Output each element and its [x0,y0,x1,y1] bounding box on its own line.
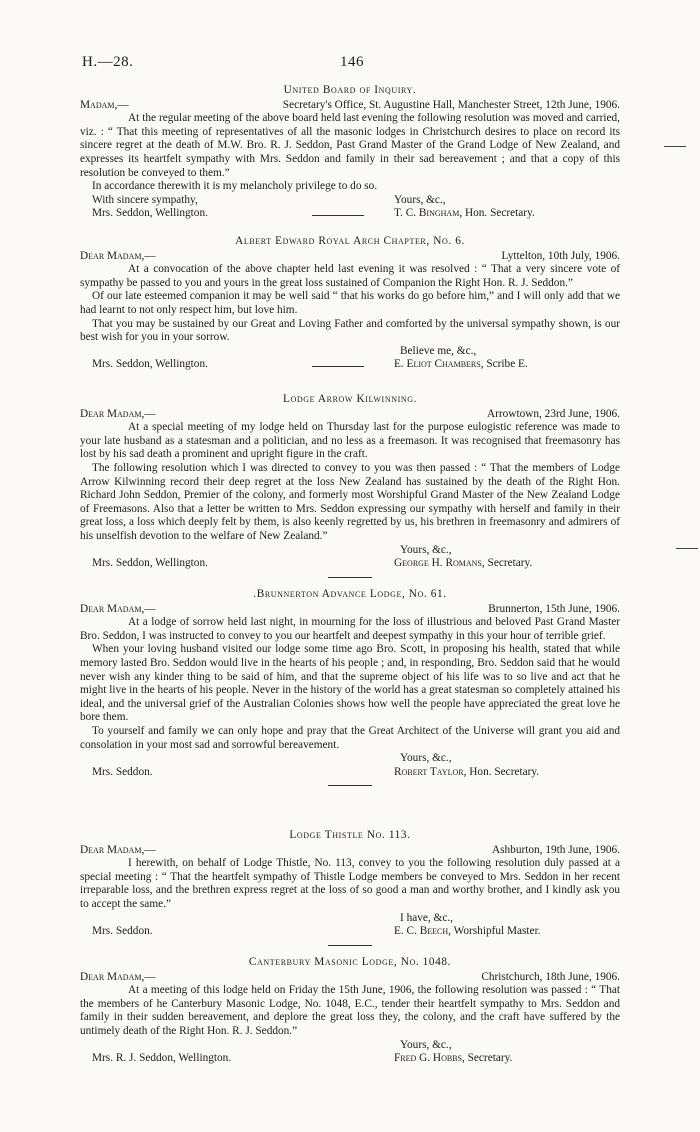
place-date: Christchurch, 18th June, 1906. [481,970,620,983]
recipient: Mrs. Seddon. [92,765,153,778]
paragraph: At a special meeting of my lodge held on Thursday last for the purpose eulogistic reference was made to your late husband as a statesman and a politician, and no less as a freemason. It was recognised that freemasonry has lost by his sad death a prominent and upright figure in the craft. [80,421,620,461]
paragraph: The following resolution which I was directed to convey to you was then passed : “ That the members of Lodge Arrow Kilwinning record their deep regret at the loss New Zealand has sustained by the death of the Right Hon. Richard John Seddon, Premier of the colony, and formerly most Worshipful Grand Master of the New Zealand Lodge of Freemasons. Also that a letter be written to Mrs. Seddon expressing our sympathy with herself and family in their great loss, a loss which deeply felt by them, is also keenly regretted by us, his brethren in freemasonry and admirers of his unselfish devotion to the welfare of New Zealand.” [80,461,620,542]
letter-opening [80,844,620,858]
text-line: In accordance therewith it is my melancholy privilege to do so. [92,180,378,193]
divider [312,215,364,216]
closing-row [80,194,620,208]
place-date: Arrowtown, 23rd June, 1906. [486,407,620,420]
signer-title: Scribe E. [483,358,528,371]
closing: I have, &c., [400,911,454,924]
signer-title: Hon. Secretary. [466,765,540,778]
signer-name: E. Eliot Chambers, [394,358,484,371]
divider [328,577,372,578]
signature-row [80,358,620,372]
recipient: Mrs. Seddon. [92,925,153,938]
divider [328,945,372,946]
letter-canterbury [80,956,620,1066]
section-title: United Board of Inquiry. [283,84,417,96]
salutation: Dear Madam,— [80,602,156,615]
signature-row [80,207,620,221]
letter-opening [80,408,620,422]
paragraph: At a convocation of the above chapter held last evening it was resolved : “ That a very sincere vote of sympathy be passed to you and yours in the great loss sustained of Companion the Right Hon. R. J. Seddon.” [80,263,620,289]
margin-mark [664,146,686,147]
section-title: Canterbury Masonic Lodge, No. 1048. [248,956,452,968]
letter-united-board [80,84,620,221]
signature [394,766,539,780]
salutation: Dear Madam,— [80,407,156,420]
signer-name: George H. Romans, [394,557,485,570]
letter-brunnerton [80,588,620,794]
closing: Yours, &c., [400,543,452,556]
place-date: Brunnerton, 15th June, 1906. [488,602,620,615]
paragraph: When your loving husband visited our lodge some time ago Bro. Scott, in proposing his health, stated that while memory lasted Bro. Seddon would live in the hearts of his people ; and, in responding, Bro. Seddon said that he would never wish any kinder thing to be said of him, and that the supreme object of his life was to so live and act that he might live in the hearts of his people. Never in the history of the world has a great statesman so completely attained his ideal, and the universal grief of the Australian Colonies shows how well the people have appreciated the great love he bore them. [80,643,620,724]
section-title: Lodge Arrow Kilwinning. [282,393,418,405]
closing: Yours, &c., [394,193,446,206]
salutation: Madam,— [80,98,129,111]
paragraph: I herewith, on behalf of Lodge Thistle, No. 113, convey to you the following resolution duly passed at a special meeting : “ That the heartfelt sympathy of Thistle Lodge members be conveyed to Mrs. Seddon in her recent irreparable loss, and the brethren express regret at the loss of so good a man and worthy brother, and I kindly ask you to accept the same.” [80,857,620,910]
signer-title: Worshipful Master. [450,925,541,938]
text-line: With sincere sympathy, [92,193,198,206]
recipient: Mrs. Seddon, Wellington. [92,207,208,220]
signature-row [80,766,620,780]
signature [394,925,541,939]
recipient: Mrs. Seddon, Wellington. [92,557,208,570]
letter-opening [80,250,620,264]
signer-name: T. C. Bingham, [394,207,463,220]
recipient: Mrs. R. J. Seddon, Wellington. [92,1052,232,1065]
series-number: H.—28. [82,54,134,70]
closing: Believe me, &c., [400,344,477,357]
place-date: Secretary's Office, St. Augustine Hall, Manchester Street, 12th June, 1906. [282,98,620,111]
letter-royal-arch [80,235,620,372]
salutation: Dear Madam,— [80,843,156,856]
section-title: .Brunnerton Advance Lodge, No. 61. [253,588,447,600]
signer-title: Secretary. [464,1052,513,1065]
salutation: Dear Madam,— [80,970,156,983]
letter-arrow-kilwinning [80,393,620,586]
signature [394,358,528,372]
place-date: Lyttelton, 10th July, 1906. [501,249,620,262]
page-number: 146 [340,54,364,70]
letter-opening [80,99,620,113]
signer-title: Secretary. [484,557,533,570]
divider [312,366,364,367]
signer-name: Robert Taylor, [394,765,467,778]
margin-mark [676,548,698,549]
section-title: Lodge Thistle No. 113. [289,829,411,841]
signer-name: Fred G. Hobbs, [394,1052,465,1065]
letter-lodge-thistle [80,829,620,954]
section-title: Albert Edward Royal Arch Chapter, No. 6. [235,235,465,247]
signer-title: Hon. Secretary. [462,207,535,220]
signature [394,207,535,221]
paragraph: To yourself and family we can only hope and pray that the Great Architect of the Universe will grant you aid and consolation in your most sad and sorrowful bereavement. [80,724,620,751]
signature-row [80,1052,620,1066]
signature-row [80,925,620,939]
divider [328,785,372,786]
paragraph: At a meeting of this lodge held on Friday the 15th June, 1906, the following resolution was passed : “ That the members of he Canterbury Masonic Lodge, No. 1048, E.C., tender their heartfelt sympathy to Mrs. Seddon and family in their sudden bereavement, and deplore the great loss they, the colony, and the craft have suffered by the untimely death of the Right Hon. R. J. Seddon.” [80,984,620,1037]
paragraph: At the regular meeting of the above board held last evening the following resolution was moved and carried, viz. : “ That this meeting of representatives of all the masonic lodges in Christchurch desires to place on record its sincere regret at the death of M.W. Bro. R. J. Seddon, Past Grand Master of the Grand Lodge of New Zealand, and expresses its heartfelt sympathy with Mrs. Seddon and family in their sad bereavement ; and that a copy of this resolution be conveyed to them.” [80,112,620,179]
place-date: Ashburton, 19th June, 1906. [491,843,620,856]
letter-opening [80,603,620,617]
signature [394,1052,512,1066]
paragraph: That you may be sustained by our Great and Loving Father and comforted by the universal sympathy shown, is our best wish for you in your sorrow. [80,317,620,344]
signer-name: E. C. Beech, [394,925,451,938]
signature [394,557,532,571]
closing: Yours, &c., [400,1038,452,1051]
recipient: Mrs. Seddon, Wellington. [92,358,208,371]
letter-opening [80,971,620,985]
paragraph: At a lodge of sorrow held last night, in mourning for the loss of illustrious and beloved Past Grand Master Bro. Seddon, I was instructed to convey to you our heartfelt and deepest sympathy in this your hour of terrible grief. [80,616,620,642]
paragraph: Of our late esteemed companion it may be well said “ that his works do go before him,” and I will only add that we had learnt to not only respect him, but love him. [80,290,620,316]
closing: Yours, &c., [400,752,452,765]
salutation: Dear Madam,— [80,249,156,262]
signature-row [80,557,620,571]
